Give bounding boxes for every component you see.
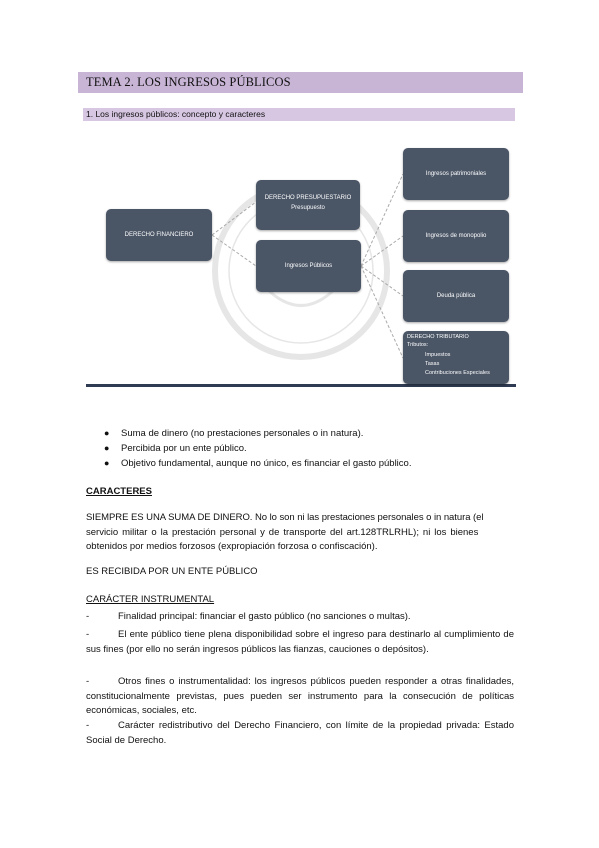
box-ingresos-publicos bbox=[256, 240, 361, 292]
list-item: ● Suma de dinero (no prestaciones personales o in natura). bbox=[104, 428, 364, 439]
definition-list bbox=[104, 426, 411, 471]
concept-diagram bbox=[86, 138, 516, 391]
box-deuda-publica bbox=[403, 270, 509, 322]
label-ingresos-patrimoniales: Ingresos patrimoniales bbox=[425, 171, 487, 177]
bullet-icon: ● bbox=[104, 428, 110, 438]
chapter-title: TEMA 2. LOS INGRESOS PÚBLICOS bbox=[86, 75, 291, 89]
instrumental-item: - Otros fines o instrumentalidad: los ingresos públicos pueden responder a otras finalidades, constitucionalmente previstas, pues pueden ser instrumento para la consecución de políticas económicas, sociales, etc. bbox=[86, 676, 514, 717]
box-ingresos-monopolio bbox=[403, 210, 509, 262]
label-tributos: Tributos: bbox=[407, 342, 429, 348]
box-ingresos-patrimoniales bbox=[403, 148, 509, 200]
bullet-icon: ● bbox=[104, 443, 110, 453]
box-derecho-tributario bbox=[403, 331, 509, 384]
box-derecho-financiero bbox=[106, 209, 212, 261]
dash-marker: - bbox=[86, 720, 90, 731]
chapter-title-bar bbox=[78, 72, 523, 93]
label-ingresos-publicos: Ingresos Públicos bbox=[284, 263, 333, 269]
bullet-icon: ● bbox=[104, 458, 110, 468]
label-tasas: Tasas bbox=[425, 361, 440, 367]
label-impuestos: Impuestos bbox=[425, 352, 451, 358]
label-derecho-financiero: DERECHO FINANCIERO bbox=[124, 232, 194, 238]
dash-marker: - bbox=[86, 629, 90, 640]
recibida-heading: ES RECIBIDA POR UN ENTE PÚBLICO bbox=[86, 566, 258, 577]
paragraph-line: servicio militar o la prestación personal y de transporte del art.128TRLRHL); ni los bienes bbox=[86, 526, 479, 538]
caracteres-paragraph bbox=[86, 511, 514, 555]
list-item: ● Percibida por un ente público. bbox=[104, 443, 247, 454]
label-presupuesto: Presupuesto bbox=[291, 205, 325, 211]
paragraph-line: obtenidos por medios forzosos (expropiación forzosa o confiscación). bbox=[86, 541, 378, 553]
label-deuda-publica: Deuda pública bbox=[436, 293, 476, 299]
caracteres-heading: CARACTERES bbox=[86, 486, 152, 497]
dash-marker: - bbox=[86, 676, 90, 687]
instrumental-item: - Finalidad principal: financiar el gasto público (no sanciones o multas). bbox=[86, 610, 514, 625]
instrumental-item: - El ente público tiene plena disponibilidad sobre el ingreso para destinarlo al cumplimiento de sus fines (por ello no serán ingresos públicos las fianzas, cauciones o depósitos). bbox=[86, 629, 514, 655]
section-title: 1. Los ingresos públicos: concepto y caracteres bbox=[86, 109, 266, 119]
label-ingresos-monopolio: Ingresos de monopolio bbox=[425, 233, 487, 239]
instrumental-heading: CARÁCTER INSTRUMENTAL bbox=[86, 594, 215, 605]
paragraph-line: SIEMPRE ES UNA SUMA DE DINERO. No lo son ni las prestaciones personales o in natura (el bbox=[86, 512, 484, 523]
label-derecho-tributario: DERECHO TRIBUTARIO bbox=[407, 334, 469, 340]
box-derecho-presupuestario bbox=[256, 180, 360, 230]
label-contribuciones: Contribuciones Especiales bbox=[425, 370, 490, 376]
list-item: ● Objetivo fundamental, aunque no único, es financiar el gasto público. bbox=[104, 458, 412, 469]
dash-marker: - bbox=[86, 611, 90, 622]
section-title-bar bbox=[83, 108, 515, 121]
instrumental-item: - Carácter redistributivo del Derecho Financiero, con límite de la propiedad privada: Estado Social de Derecho. bbox=[86, 720, 514, 746]
label-derecho-presupuestario: DERECHO PRESUPUESTARIO bbox=[264, 195, 352, 201]
